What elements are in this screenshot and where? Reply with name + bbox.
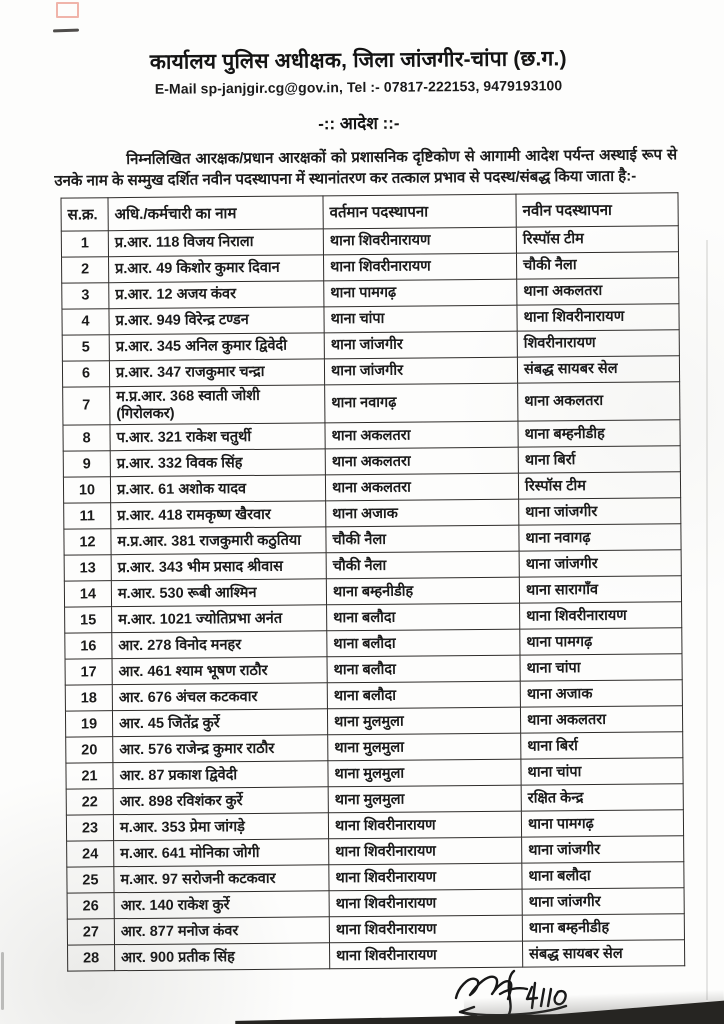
cell-new-posting: थाना जांजगीर xyxy=(522,888,684,915)
cell-current-posting: थाना अजाक xyxy=(326,499,519,527)
cell-name: आर. 576 राजेन्द्र कुमार राठौर xyxy=(113,735,328,763)
cell-serial: 11 xyxy=(64,503,111,529)
cell-name: प्र.आर. 12 अजय कंवर xyxy=(109,281,324,309)
cell-name: प्र.आर. 118 विजय निराला xyxy=(108,229,323,257)
cell-serial: 8 xyxy=(63,425,110,451)
cell-serial: 20 xyxy=(66,737,113,763)
cell-serial: 7 xyxy=(63,387,110,426)
table-row xyxy=(63,382,680,426)
cell-name: म.आर. 641 मोनिका जोगी xyxy=(114,839,329,867)
cell-current-posting: थाना बम्हनीडीह xyxy=(326,577,519,605)
cell-current-posting: चौकी नैला xyxy=(326,551,519,579)
cell-serial: 27 xyxy=(67,919,114,945)
cell-new-posting: थाना अजाक xyxy=(520,680,682,707)
cell-current-posting: थाना चांपा xyxy=(324,305,517,333)
cell-new-posting: थाना बिर्रा xyxy=(521,732,683,759)
cell-name: प्र.आर. 949 विरेन्द्र टण्डन xyxy=(109,307,324,335)
cell-new-posting: संबद्ध सायबर सेल xyxy=(522,940,684,967)
cell-name: आर. 87 प्रकाश द्विवेदी xyxy=(113,761,328,789)
header-serial: स.क्र. xyxy=(61,198,108,231)
cell-current-posting: थाना शिवरीनारायण xyxy=(329,863,522,891)
cell-name: आर. 45 जितेंद्र कुर्रे xyxy=(112,709,327,737)
cell-new-posting: थाना अकलतरा xyxy=(517,278,679,305)
cell-name: आर. 140 राकेश कुर्रे xyxy=(114,891,329,919)
cell-serial: 24 xyxy=(67,841,114,867)
cell-new-posting: थाना बम्हनीडीह xyxy=(522,914,684,941)
cell-new-posting: थाना चांपा xyxy=(520,654,682,681)
document-header xyxy=(0,0,721,137)
scan-edge-left xyxy=(1,952,4,1010)
cell-serial: 6 xyxy=(62,361,109,387)
cell-serial: 25 xyxy=(67,867,114,893)
cell-current-posting: थाना अकलतरा xyxy=(325,421,518,449)
cell-serial: 5 xyxy=(62,335,109,361)
cell-name: आर. 900 प्रतीक सिंह xyxy=(115,943,330,971)
cell-current-posting: थाना बलौदा xyxy=(327,603,520,631)
cell-current-posting: थाना नवागढ़ xyxy=(325,383,518,423)
cell-new-posting: थाना जांजगीर xyxy=(522,836,684,863)
cell-serial: 12 xyxy=(64,529,111,555)
cell-name: आर. 676 अंचल कटकवार xyxy=(112,683,327,711)
header-current-posting: वर्तमान पदस्थापना xyxy=(323,194,516,229)
cell-name: म.प्र.आर. 368 स्वाती जोशी (गिरोलकर) xyxy=(110,385,325,425)
cell-serial: 26 xyxy=(67,893,114,919)
cell-serial: 13 xyxy=(64,555,111,581)
cell-name: म.आर. 530 रूबी आश्मिन xyxy=(111,579,326,607)
cell-name: आर. 461 श्याम भूषण राठौर xyxy=(112,657,327,685)
cell-current-posting: थाना बलौदा xyxy=(327,629,520,657)
cell-new-posting: थाना जांजगीर xyxy=(519,498,681,525)
table-row xyxy=(68,940,685,971)
cell-name: आर. 877 मनोज कंवर xyxy=(114,917,329,945)
cell-current-posting: थाना अकलतरा xyxy=(325,473,518,501)
cell-name: प्र.आर. 418 रामकृष्ण खैरवार xyxy=(111,501,326,529)
cell-new-posting: थाना नवागढ़ xyxy=(519,524,681,551)
cell-current-posting: थाना शिवरीनारायण xyxy=(329,837,522,865)
cell-name: म.आर. 1021 ज्योतिप्रभा अनंत xyxy=(112,605,327,633)
cell-serial: 3 xyxy=(62,283,109,309)
cell-serial: 15 xyxy=(65,607,112,633)
cell-current-posting: थाना बलौदा xyxy=(327,655,520,683)
cell-name: म.प्र.आर. 381 राजकुमारी कठुतिया xyxy=(111,527,326,555)
table-header-row xyxy=(61,193,678,231)
cell-serial: 21 xyxy=(66,763,113,789)
cell-current-posting: थाना पामगढ़ xyxy=(324,279,517,307)
cell-new-posting: रक्षित केन्द्र xyxy=(521,784,683,811)
cell-current-posting: थाना मुलमुला xyxy=(328,733,521,761)
cell-name: आर. 898 रविशंकर कुर्रे xyxy=(113,787,328,815)
cell-serial: 19 xyxy=(65,711,112,737)
cell-new-posting: थाना शिवरीनारायण xyxy=(517,304,679,331)
cell-serial: 23 xyxy=(66,815,113,841)
cell-current-posting: थाना शिवरीनारायण xyxy=(329,915,522,943)
cell-serial: 22 xyxy=(66,789,113,815)
cell-new-posting: रिस्पॉस टीम xyxy=(516,226,678,253)
cell-new-posting: थाना अकलतरा xyxy=(518,382,680,422)
cell-name: म.आर. 97 सरोजनी कटकवार xyxy=(114,865,329,893)
cell-new-posting: चौकी नैला xyxy=(516,252,678,279)
cell-new-posting: थाना शिवरीनारायण xyxy=(520,602,682,629)
cell-current-posting: थाना बलौदा xyxy=(327,681,520,709)
cell-name: प्र.आर. 347 राजकुमार चन्द्रा xyxy=(109,359,324,387)
cell-serial: 14 xyxy=(64,581,111,607)
cell-serial: 18 xyxy=(65,685,112,711)
transfer-table xyxy=(60,192,685,972)
cell-name: म.आर. 353 प्रेमा जांगड़े xyxy=(113,813,328,841)
order-paragraph: निम्नलिखित आरक्षक/प्रधान आरक्षकों को प्रशासनिक दृष्टिकोण से आगामी आदेश पर्यन्त अस्थाई रूप से उनके नाम के सम्मुख दर्शित नवीन पदस्थापना में स्थानांतरण कर तत्काल प्रभाव से पदस्थ/संबद्ध किया जाता है:- xyxy=(54,146,678,190)
cell-new-posting: थाना सारागाँव xyxy=(519,576,681,603)
cell-current-posting: थाना शिवरीनारायण xyxy=(329,889,522,917)
cell-name: प.आर. 321 राकेश चतुर्थी xyxy=(110,423,325,451)
cell-new-posting: थाना अकलतरा xyxy=(520,706,682,733)
cell-serial: 10 xyxy=(63,477,110,503)
order-heading: -:: आदेश ::- xyxy=(318,113,400,134)
header-new-posting: नवीन पदस्थापना xyxy=(516,193,678,227)
cell-serial: 16 xyxy=(65,633,112,659)
scan-edge-right xyxy=(706,240,708,1000)
contact-line: E-Mail sp-janjgir.cg@gov.in, Tel :- 07817-222153, 9479193100 xyxy=(154,77,563,97)
cell-name: प्र.आर. 61 अशोक यादव xyxy=(110,475,325,503)
cell-serial: 28 xyxy=(68,945,115,971)
cell-new-posting: थाना बम्हनीडीह xyxy=(518,420,680,447)
header-name: अधि./कर्मचारी का नाम xyxy=(108,196,323,231)
cell-serial: 17 xyxy=(65,659,112,685)
cell-name: प्र.आर. 49 किशोर कुमार दिवान xyxy=(109,255,324,283)
cell-new-posting: शिवरीनारायण xyxy=(517,330,679,357)
cell-name: आर. 278 विनोद मनहर xyxy=(112,631,327,659)
cell-current-posting: थाना शिवरीनारायण xyxy=(323,227,516,255)
transfer-table-body xyxy=(61,226,684,972)
cell-current-posting: थाना शिवरीनारायण xyxy=(323,253,516,281)
cell-current-posting: थाना शिवरीनारायण xyxy=(328,811,521,839)
cell-name: प्र.आर. 345 अनिल कुमार द्विवेदी xyxy=(109,333,324,361)
cell-name: प्र.आर. 343 भीम प्रसाद श्रीवास xyxy=(111,553,326,581)
cell-new-posting: थाना बिर्रा xyxy=(518,446,680,473)
cell-serial: 2 xyxy=(62,257,109,283)
cell-current-posting: थाना मुलमुला xyxy=(327,707,520,735)
cell-new-posting: थाना पामगढ़ xyxy=(520,628,682,655)
cell-current-posting: थाना मुलमुला xyxy=(328,785,521,813)
cell-current-posting: थाना शिवरीनारायण xyxy=(329,941,522,969)
cell-new-posting: थाना चांपा xyxy=(521,758,683,785)
cell-current-posting: थाना जांजगीर xyxy=(324,357,517,385)
cell-new-posting: संबद्ध सायबर सेल xyxy=(517,356,679,383)
cell-new-posting: थाना जांजगीर xyxy=(519,550,681,577)
cell-current-posting: चौकी नैला xyxy=(326,525,519,553)
cell-new-posting: थाना बलौदा xyxy=(522,862,684,889)
cell-serial: 4 xyxy=(62,309,109,335)
cell-current-posting: थाना जांजगीर xyxy=(324,331,517,359)
cell-current-posting: थाना मुलमुला xyxy=(328,759,521,787)
office-title: कार्यालय पुलिस अधीक्षक, जिला जांजगीर-चांपा (छ.ग.) xyxy=(149,47,567,74)
cell-serial: 9 xyxy=(63,451,110,477)
cell-current-posting: थाना अकलतरा xyxy=(325,447,518,475)
cell-name: प्र.आर. 332 विवक सिंह xyxy=(110,449,325,477)
cell-new-posting: थाना पामगढ़ xyxy=(521,810,683,837)
cell-new-posting: रिस्पॉस टीम xyxy=(518,472,680,499)
cell-serial: 1 xyxy=(61,231,108,257)
